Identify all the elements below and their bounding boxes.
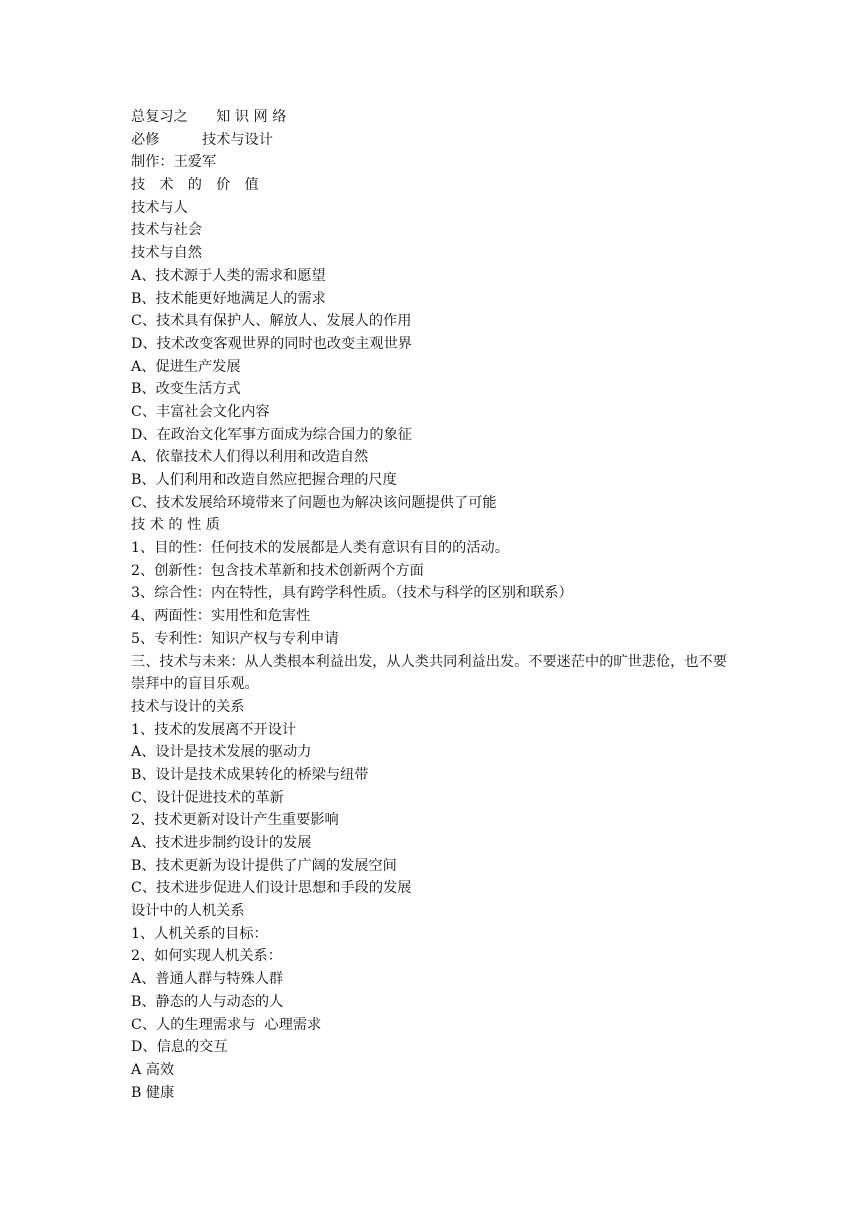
text-line: B、设计是技术成果转化的桥梁与纽带 <box>131 766 369 783</box>
text-line: 1、目的性：任何技术的发展都是人类有意识有目的的活动。 <box>131 540 509 557</box>
text-line: 1、技术的发展离不开设计 <box>131 721 297 738</box>
text-line: D、信息的交互 <box>131 1039 228 1056</box>
text-line: D、在政治文化军事方面成为综合国力的象征 <box>131 426 412 443</box>
section-heading-value: 技 术 的 价 值 <box>131 177 259 194</box>
doc-author: 制作：王爱军 <box>131 154 217 171</box>
text-line: 技术与社会 <box>131 222 202 239</box>
section-heading-design: 技术与设计的关系 <box>131 698 245 715</box>
text-line: B 健康 <box>131 1084 175 1101</box>
text-line: C、技术进步促进人们设计思想和手段的发展 <box>131 880 412 897</box>
text-line: 2、如何实现人机关系： <box>131 948 282 965</box>
text-line: 2、创新性：包含技术革新和技术创新两个方面 <box>131 562 424 579</box>
text-line: C、设计促进技术的革新 <box>131 789 284 806</box>
doc-course: 必修 技术与设计 <box>131 131 273 148</box>
text-line: 4、两面性：实用性和危害性 <box>131 608 311 625</box>
text-line: B、技术能更好地满足人的需求 <box>131 290 326 307</box>
text-line: B、人们利用和改造自然应把握合理的尺度 <box>131 472 397 488</box>
text-line: A、依靠技术人们得以利用和改造自然 <box>131 449 369 466</box>
text-line: B、改变生活方式 <box>131 381 241 398</box>
text-line: 1、人机关系的目标： <box>131 925 268 942</box>
section-heading-nature: 技 术 的 性 质 <box>131 517 220 534</box>
text-paragraph-future: 三、技术与未来：从人类根本利益出发，从人类共同利益出发。不要迷茫中的旷世悲伧，也不要崇拜中的盲目乐观。 <box>131 653 727 693</box>
text-line: A、技术源于人类的需求和愿望 <box>131 267 326 284</box>
text-line: C、技术具有保护人、解放人、发展人的作用 <box>131 313 412 330</box>
text-line: A、技术进步制约设计的发展 <box>131 835 312 852</box>
text-line: B、静态的人与动态的人 <box>131 993 284 1010</box>
text-line: C、技术发展给环境带来了问题也为解决该问题提供了可能 <box>131 494 497 511</box>
section-heading-human-machine: 设计中的人机关系 <box>131 903 245 920</box>
text-line: B、技术更新为设计提供了广阔的发展空间 <box>131 857 397 874</box>
text-line: A、促进生产发展 <box>131 358 241 375</box>
text-line: D、技术改变客观世界的同时也改变主观世界 <box>131 335 412 352</box>
text-line: 技术与自然 <box>131 245 202 262</box>
text-line: 技术与人 <box>131 199 188 216</box>
text-line: 3、综合性：内在特性，具有跨学科性质。（技术与科学的区别和联系） <box>131 585 573 602</box>
text-line: 5、专利性：知识产权与专利申请 <box>131 630 339 647</box>
text-line: C、人的生理需求与 心理需求 <box>131 1016 322 1033</box>
text-line: A、普通人群与特殊人群 <box>131 971 284 988</box>
text-line: A、设计是技术发展的驱动力 <box>131 744 312 761</box>
doc-title: 总复习之 知 识 网 络 <box>131 109 287 125</box>
text-line: C、丰富社会文化内容 <box>131 403 270 420</box>
text-line: 2、技术更新对设计产生重要影响 <box>131 812 339 829</box>
document-body <box>131 106 741 1104</box>
text-line: A 高效 <box>131 1061 175 1078</box>
